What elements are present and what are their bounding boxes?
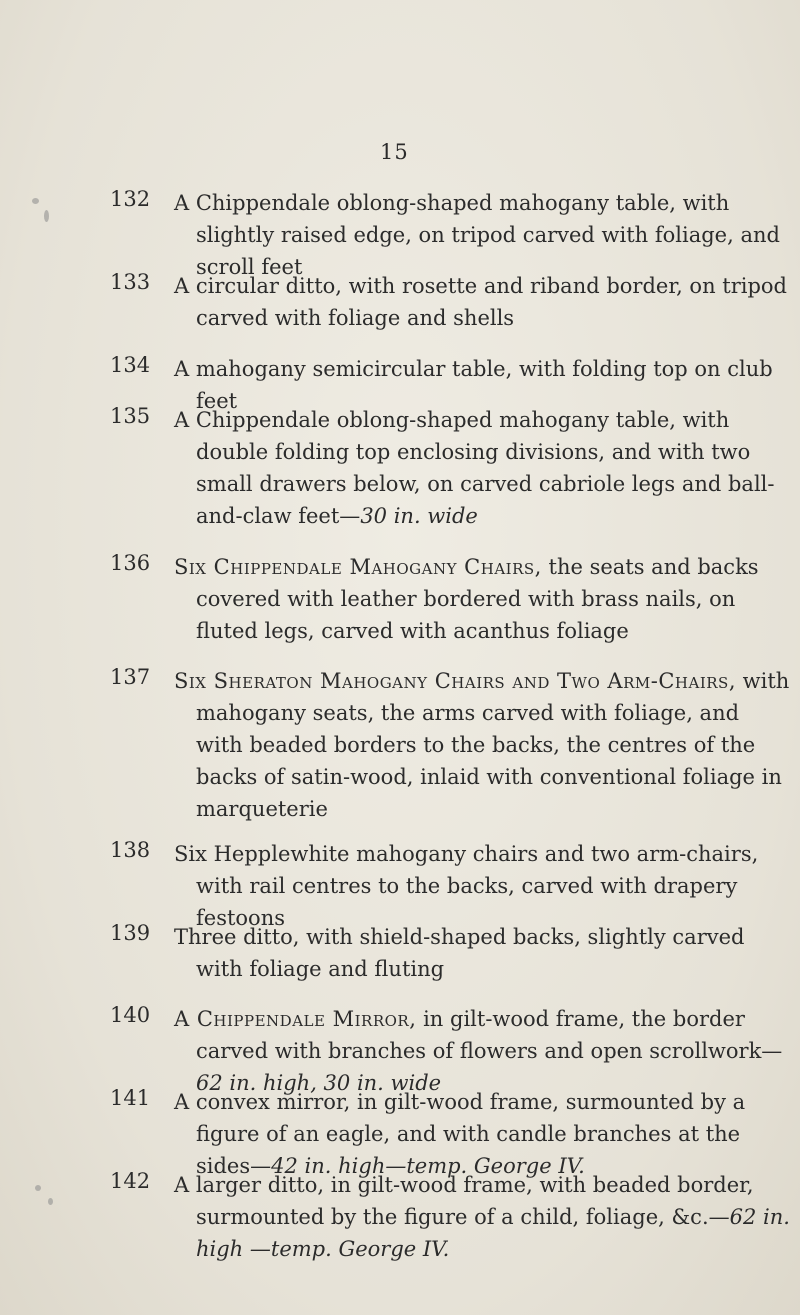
lot-number: 135 (110, 404, 151, 428)
lot-body: A larger ditto, in gilt-wood frame, with beaded border, surmounted by the figure of a child, foliage, &c.— (174, 1173, 754, 1229)
lot-description (174, 921, 790, 985)
paper-speck (48, 1198, 53, 1205)
lot-number: 142 (110, 1169, 151, 1193)
lot-body: in gilt-wood frame, the border carved with branches of flowers and open scrollwork— (196, 1007, 783, 1063)
lot-body: Six Hepplewhite mahogany chairs and two arm-chairs, with rail centres to the backs, carved with drapery festoons (174, 842, 759, 930)
catalogue-lot (110, 270, 790, 334)
lot-number: 137 (110, 665, 151, 689)
page-number: 15 (380, 140, 409, 164)
lot-description (174, 665, 790, 825)
paper-speck (35, 1185, 41, 1191)
lot-body: A convex mirror, in gilt-wood frame, surmounted by a figure of an eagle, and with candle branches at the sides— (174, 1090, 746, 1178)
lot-number: 138 (110, 838, 151, 862)
lot-body: Three ditto, with shield-shaped backs, slightly carved with foliage and fluting (174, 925, 745, 981)
lot-measure: 42 in. high—temp. George IV. (271, 1154, 585, 1178)
lot-lead: A Chippendale Mirror, (174, 1007, 417, 1031)
catalogue-lot (110, 1003, 790, 1099)
paper-speck (32, 198, 39, 204)
paper-speck (44, 210, 49, 222)
lot-body: A Chippendale oblong-shaped mahogany table, with double folding top enclosing divisions, and with two small drawers below, on carved cabriole legs and ball-and-claw feet— (174, 408, 775, 528)
lot-measure: 62 in. high —temp. George IV. (196, 1205, 790, 1261)
lot-number: 133 (110, 270, 151, 294)
catalogue-lot (110, 838, 790, 934)
lot-body: with mahogany seats, the arms carved with foliage, and with beaded borders to the backs, the centres of the backs of satin-wood, inlaid with conventional foliage in marqueterie (196, 669, 790, 821)
lot-number: 141 (110, 1086, 151, 1110)
lot-lead: Six Sheraton Mahogany Chairs and Two Arm-Chairs, (174, 669, 736, 693)
catalogue-lot (110, 665, 790, 825)
lot-number: 136 (110, 551, 151, 575)
lot-lead: Six Chippendale Mahogany Chairs, (174, 555, 542, 579)
lot-description (174, 187, 790, 283)
catalogue-lot (110, 921, 790, 985)
lot-number: 139 (110, 921, 151, 945)
lot-number: 140 (110, 1003, 151, 1027)
lot-number: 134 (110, 353, 151, 377)
lot-description (174, 551, 790, 647)
lot-number: 132 (110, 187, 151, 211)
catalogue-lot (110, 187, 790, 283)
lot-description (174, 1086, 790, 1182)
lot-description (174, 404, 790, 532)
catalogue-lot (110, 1169, 790, 1265)
lot-body: A circular ditto, with rosette and riband border, on tripod carved with foliage and shells (174, 274, 787, 330)
lot-body: A mahogany semicircular table, with folding top on club feet (174, 357, 773, 413)
lot-measure: 30 in. wide (360, 504, 478, 528)
lot-description (174, 838, 790, 934)
lot-measure: 62 in. high, 30 in. wide (196, 1071, 442, 1095)
lot-description (174, 1003, 790, 1099)
lot-description (174, 270, 790, 334)
lot-body: the seats and backs covered with leather bordered with brass nails, on fluted legs, carved with acanthus foliage (196, 555, 759, 643)
catalogue-lot (110, 404, 790, 532)
lot-description (174, 1169, 790, 1265)
lot-body: A Chippendale oblong-shaped mahogany table, with slightly raised edge, on tripod carved with foliage, and scroll feet (174, 191, 780, 279)
catalogue-lot (110, 551, 790, 647)
catalogue-lot (110, 1086, 790, 1182)
